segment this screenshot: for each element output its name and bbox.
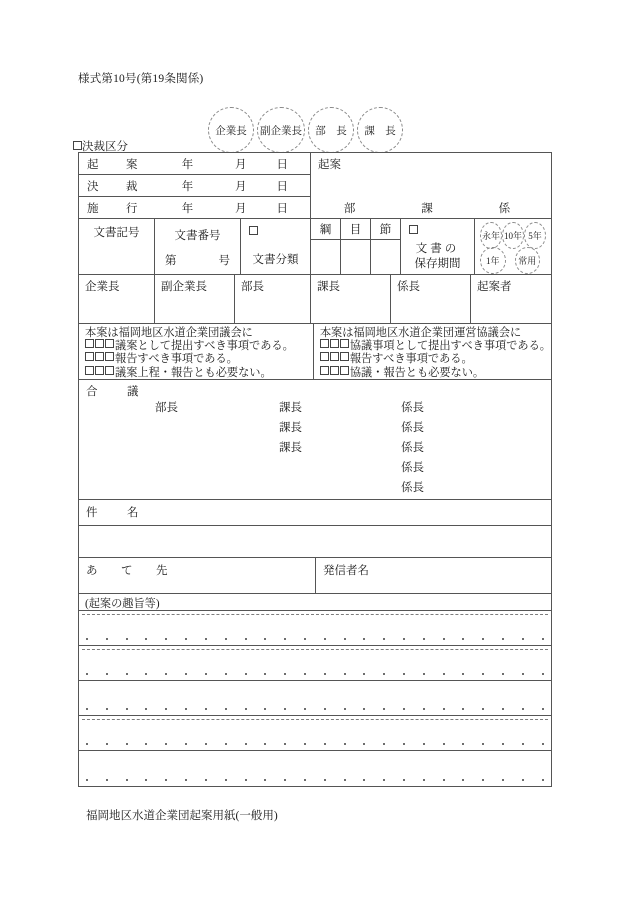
tick-dot [126,708,128,710]
purpose-dash-4 [82,719,548,720]
subject-row [79,500,551,526]
council-kyogikai-checkbox-2b[interactable] [330,352,339,361]
tick-dot [363,743,365,745]
tick-dot [284,708,286,710]
council-kyogikai-option-label-1: 協議事項として提出すべき事項である。 [349,340,551,353]
tick-dot [403,708,405,710]
tick-dot [86,673,88,675]
gougi-title: 合 議 [86,386,148,398]
tick-dot [165,743,167,745]
approver-label-kiansha: 起案者 [477,281,512,293]
document-info-row [79,219,551,275]
council-gikai-option-1[interactable] [85,340,313,353]
tick-dot [542,743,544,745]
council-gikai-heading: 本案は福岡地区水道企業団議会に [85,327,253,339]
date-label-kessai: 決 裁 [87,180,146,193]
class-input-kou[interactable] [311,240,340,275]
gougi-line-1 [79,399,551,419]
tick-dot [462,673,464,675]
tick-dot [522,743,524,745]
document-category-checkbox[interactable] [249,226,258,235]
council-kyogikai-option-2[interactable] [320,353,551,366]
tick-dot [423,708,425,710]
council-kyogikai-checkbox-3a[interactable] [320,366,329,375]
tick-dot [126,779,128,781]
purpose-line-cell-3[interactable] [79,681,551,715]
tick-dot [304,779,306,781]
subject-label-cell [79,500,551,525]
gougi-line-4 [79,459,551,479]
approver-label-fukukigyocho: 副企業長 [161,281,207,293]
class-input-setsu[interactable] [371,240,400,275]
tick-dot [264,779,266,781]
tick-dot [344,673,346,675]
document-symbol-cell[interactable] [79,219,155,274]
addressee-row [79,558,551,594]
purpose-line-cell-2[interactable] [79,646,551,680]
kessai-kubun-checkbox[interactable] [73,141,82,150]
retention-options-row2 [480,247,546,272]
council-kyogikai-heading: 本案は福岡地区水道企業団運営協議会に [319,327,522,339]
purpose-writing-line-3[interactable] [79,681,551,716]
class-column-moku[interactable] [341,219,371,274]
council-gikai-checkbox-1b[interactable] [95,339,104,348]
gougi-line-2 [79,419,551,439]
purpose-writing-line-4[interactable] [79,716,551,751]
tick-dot [423,638,425,640]
tick-dot [126,743,128,745]
tick-dot [205,743,207,745]
tick-dot [145,743,147,745]
addressee-sender-label: 発信者名 [323,565,369,577]
gougi-line-3 [79,439,551,459]
purpose-writing-line-1[interactable] [79,611,551,646]
tick-dot [542,708,544,710]
tick-dot [462,638,464,640]
tick-dot [482,708,484,710]
tick-dot [344,638,346,640]
subject-input[interactable] [79,526,551,557]
retention-option-1nen[interactable]: 1年 [480,247,506,274]
seal-circle-bucho[interactable]: 部 長 [308,107,354,153]
approver-label-bucho: 部長 [241,281,264,293]
tick-dot [443,779,445,781]
tick-dot [542,638,544,640]
purpose-dots-4 [79,743,551,745]
tick-dot [443,673,445,675]
tick-dot [304,708,306,710]
tick-dot [462,708,464,710]
approver-label-kigyocho: 企業長 [85,281,120,293]
tick-dot [502,779,504,781]
tick-dot [542,779,544,781]
council-kyogikai-checkbox-2c[interactable] [340,352,349,361]
tick-dot [205,638,207,640]
form-footer: 福岡地区水道企業団起案用紙(一般用) [86,810,278,822]
tick-dot [106,743,108,745]
tick-dot [284,638,286,640]
council-gikai-checkbox-2a[interactable] [85,352,94,361]
tick-dot [363,708,365,710]
tick-dot [185,743,187,745]
tick-dot [126,638,128,640]
class-column-kou[interactable] [311,219,341,274]
tick-dot [106,673,108,675]
gougi-line-5 [79,479,551,499]
tick-dot [324,779,326,781]
tick-dot [462,743,464,745]
gougi-kakaricho-5[interactable]: 係長 [401,482,424,494]
tick-dot [205,708,207,710]
council-gikai-checkbox-1a[interactable] [85,339,94,348]
purpose-dots-1 [79,638,551,640]
document-number-prefix: 第 [165,255,177,267]
tick-dot [403,743,405,745]
tick-dot [205,673,207,675]
tick-dot [383,673,385,675]
date-day-shikou[interactable]: 日 [276,202,288,215]
seal-circle-group [208,107,403,153]
org-unit-labels [311,200,543,216]
tick-dot [106,779,108,781]
gougi-kacho-1[interactable]: 課長 [279,402,302,414]
retention-options-row1 [480,222,546,247]
tick-dot [344,779,346,781]
tick-dot [502,673,504,675]
retention-option-5nen[interactable]: 5年 [524,222,546,249]
seal-circle-kacho[interactable]: 課 長 [357,107,403,153]
tick-dot [304,743,306,745]
tick-dot [86,638,88,640]
tick-dot [443,638,445,640]
tick-dot [165,779,167,781]
tick-dot [284,779,286,781]
tick-dot [264,743,266,745]
subject-label: 件 名 [86,507,148,519]
gougi-section [79,380,551,499]
tick-dot [502,638,504,640]
date-month-kessai[interactable]: 月 [235,180,247,193]
tick-dot [145,673,147,675]
document-symbol-label: 文書記号 [93,227,140,239]
tick-dot [542,673,544,675]
retention-options-cell [475,219,551,274]
tick-dot [245,673,247,675]
council-kyogikai-checkbox-1b[interactable] [330,339,339,348]
date-month-kian[interactable]: 月 [235,158,247,171]
tick-dot [284,673,286,675]
retention-option-einen[interactable]: 永年 [480,222,502,249]
gougi-kacho-2[interactable]: 課長 [279,422,302,434]
council-kyogikai-option-label-3: 協議・報告とも必要ない。 [349,366,485,379]
date-day-kessai[interactable]: 日 [276,180,288,193]
tick-dot [145,708,147,710]
date-label-shikou: 施 行 [87,202,146,215]
council-gikai-checkbox-3b[interactable] [95,366,104,375]
tick-dot [522,673,524,675]
tick-dot [403,673,405,675]
tick-dot [86,779,88,781]
tick-dot [264,708,266,710]
council-gikai-checkbox-3a[interactable] [85,366,94,375]
council-gikai-option-3[interactable] [85,367,313,380]
purpose-title-cell [79,594,551,610]
kian-panel-title: 起案 [318,159,341,171]
seal-circle-kigyocho[interactable]: 企業長 [208,107,254,153]
class-header-moku: 目 [341,219,370,240]
purpose-dots-2 [79,673,551,675]
council-gikai-checkbox-3c[interactable] [105,366,114,375]
tick-dot [165,673,167,675]
tick-dot [145,779,147,781]
document-category-label: 文書分類 [252,254,299,266]
approver-label-kakaricho: 係長 [397,281,420,293]
class-header-setsu: 節 [371,219,400,240]
tick-dot [522,708,524,710]
tick-dot [304,638,306,640]
retention-option-10nen[interactable]: 10年 [502,222,524,249]
org-unit-ka: 課 [421,203,433,215]
retention-label-line1: 文書の [415,243,460,255]
tick-dot [482,779,484,781]
tick-dot [86,743,88,745]
council-block-gikai [79,324,314,379]
tick-dot [225,779,227,781]
tick-dot [443,743,445,745]
tick-dot [165,708,167,710]
tick-dot [482,638,484,640]
tick-dot [383,743,385,745]
tick-dot [185,708,187,710]
council-gikai-option-2[interactable] [85,353,313,366]
approver-cell-fukukigyocho[interactable] [155,275,235,323]
date-column [79,153,311,218]
document-number-cell[interactable] [155,219,241,274]
council-gikai-checkbox-2b[interactable] [95,352,104,361]
tick-dot [423,779,425,781]
tick-dot [86,708,88,710]
purpose-line-cell-5[interactable] [79,751,551,786]
org-unit-bu: 部 [343,203,356,215]
retention-label-cell [401,219,475,274]
tick-dot [462,779,464,781]
tick-dot [324,673,326,675]
gougi-kakaricho-1[interactable]: 係長 [401,402,424,414]
tick-dot [225,638,227,640]
tick-dot [403,779,405,781]
tick-dot [383,779,385,781]
tick-dot [522,779,524,781]
tick-dot [245,708,247,710]
purpose-writing-line-5[interactable] [79,751,551,786]
gougi-grid [79,399,551,499]
document-number-field[interactable] [165,252,230,268]
main-form-table [78,152,552,787]
purpose-dots-3 [79,708,551,710]
class-input-moku[interactable] [341,240,370,275]
date-year-kian[interactable]: 年 [181,158,194,171]
approver-label-kacho: 課長 [317,281,340,293]
tick-dot [324,708,326,710]
council-determination-row [79,324,551,380]
approver-cell-bucho[interactable] [235,275,311,323]
tick-dot [185,638,187,640]
purpose-dots-5 [79,779,551,781]
kessai-kubun-label: 決裁区分 [73,138,128,154]
tick-dot [522,638,524,640]
tick-dot [502,708,504,710]
council-kyogikai-checkbox-3c[interactable] [340,366,349,375]
purpose-writing-line-2[interactable] [79,646,551,681]
date-label-kian: 起 案 [87,158,146,171]
tick-dot [363,673,365,675]
tick-dot [383,708,385,710]
purpose-dash-2 [82,649,548,650]
council-block-kyogikai [314,324,551,379]
tick-dot [423,743,425,745]
council-gikai-option-label-3: 議案上程・報告とも必要ない。 [115,366,272,379]
council-gikai-checkbox-2c[interactable] [105,352,114,361]
gougi-bucho-1[interactable]: 部長 [155,402,178,414]
council-kyogikai-checkbox-2a[interactable] [320,352,329,361]
tick-dot [383,638,385,640]
tick-dot [145,638,147,640]
date-row-shikou [79,197,310,218]
tick-dot [165,638,167,640]
council-kyogikai-option-3[interactable] [320,367,551,380]
tick-dot [225,743,227,745]
gougi-kakaricho-3[interactable]: 係長 [401,442,424,454]
kian-panel[interactable] [311,153,551,218]
subject-input-row[interactable] [79,526,551,558]
approver-cell-kiansha[interactable] [471,275,551,323]
council-kyogikai-option-1[interactable] [320,340,551,353]
tick-dot [126,673,128,675]
gougi-kacho-3[interactable]: 課長 [279,442,302,454]
tick-dot [225,673,227,675]
tick-dot [324,743,326,745]
purpose-title-row [79,594,551,611]
org-unit-kakari: 係 [498,203,511,215]
addressee-to-cell[interactable] [79,558,316,593]
council-kyogikai-checkbox-3b[interactable] [330,366,339,375]
document-number-label: 文書番号 [174,230,221,242]
form-code: 様式第10号(第19条関係) [78,73,204,85]
class-column-setsu[interactable] [371,219,401,274]
purpose-line-cell-1[interactable] [79,611,551,645]
class-header-kou: 綱 [311,219,340,240]
retention-label-line2: 保存期間 [414,258,461,270]
gougi-row [79,380,551,500]
date-and-kian-row [79,153,551,219]
council-gikai-checkbox-1c[interactable] [105,339,114,348]
document-number-suffix: 号 [218,255,230,267]
addressee-sender-cell[interactable] [316,558,551,593]
tick-dot [106,638,108,640]
tick-dot [363,779,365,781]
tick-dot [106,708,108,710]
gougi-kakaricho-4[interactable]: 係長 [401,462,424,474]
tick-dot [304,673,306,675]
tick-dot [423,673,425,675]
approver-signature-row [79,275,551,324]
tick-dot [502,743,504,745]
tick-dot [264,638,266,640]
council-gikai-option-label-2: 報告すべき事項である。 [115,353,238,366]
tick-dot [482,743,484,745]
date-row-kian [79,153,310,175]
approver-cell-kacho[interactable] [311,275,391,323]
date-month-shikou[interactable]: 月 [235,202,247,215]
date-year-shikou[interactable]: 年 [181,202,194,215]
council-kyogikai-checkbox-1a[interactable] [320,339,329,348]
tick-dot [344,708,346,710]
document-category-cell[interactable] [241,219,311,274]
tick-dot [185,779,187,781]
tick-dot [245,779,247,781]
tick-dot [245,638,247,640]
council-gikai-option-label-1: 議案として提出すべき事項である。 [115,340,294,353]
date-year-kessai[interactable]: 年 [181,180,194,193]
purpose-line-cell-4[interactable] [79,716,551,750]
tick-dot [443,708,445,710]
tick-dot [324,638,326,640]
date-row-kessai [79,175,310,197]
purpose-dash-1 [82,614,548,615]
purpose-title: (起案の趣旨等) [85,598,160,610]
tick-dot [344,743,346,745]
tick-dot [205,779,207,781]
gougi-kakaricho-2[interactable]: 係長 [401,422,424,434]
tick-dot [225,708,227,710]
tick-dot [185,673,187,675]
retention-checkbox[interactable] [409,225,418,234]
council-kyogikai-checkbox-1c[interactable] [340,339,349,348]
tick-dot [284,743,286,745]
approver-cell-kigyocho[interactable] [79,275,155,323]
council-kyogikai-option-label-2: 報告すべき事項である。 [349,353,473,366]
tick-dot [363,638,365,640]
tick-dot [245,743,247,745]
tick-dot [403,638,405,640]
date-day-kian[interactable]: 日 [276,158,288,171]
addressee-to-label: あ て 先 [86,565,174,577]
approver-cell-kakaricho[interactable] [391,275,471,323]
tick-dot [482,673,484,675]
retention-options-wrap [475,219,551,274]
seal-circle-fukukigyocho[interactable]: 副企業長 [257,107,305,153]
retention-option-jouyou[interactable]: 常用 [515,247,541,274]
tick-dot [264,673,266,675]
